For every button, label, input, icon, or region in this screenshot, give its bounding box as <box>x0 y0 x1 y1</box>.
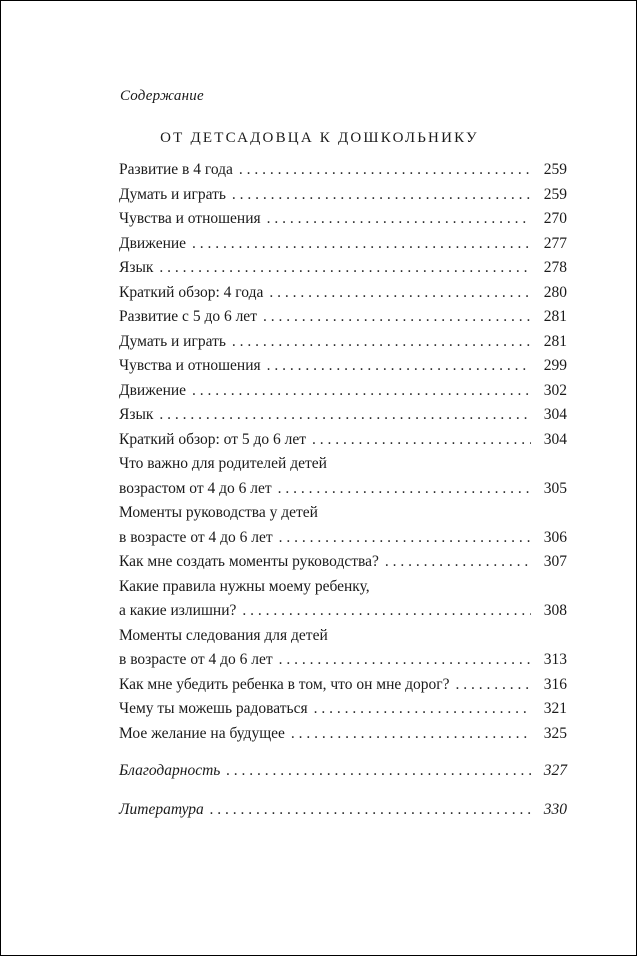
dot-leader <box>232 330 531 355</box>
toc-page-number: 302 <box>543 381 567 399</box>
toc-page-number: 305 <box>543 479 567 497</box>
dot-leader <box>239 158 531 183</box>
dot-leader <box>192 232 531 257</box>
dot-leader <box>159 256 531 281</box>
toc-entry-title-line: Моменты руководства у детей <box>119 504 318 521</box>
toc-entry[interactable] <box>119 158 567 183</box>
toc-entry-title: Чувства и отношения <box>119 210 261 227</box>
toc-entry-title: Язык <box>119 259 154 276</box>
toc-page-number: 281 <box>543 308 567 325</box>
toc-entry-title: Благодарность <box>119 762 221 779</box>
dot-leader <box>210 798 531 823</box>
toc-entry-title: Думать и играть <box>119 185 226 203</box>
toc-entry[interactable] <box>119 697 567 722</box>
toc-entry[interactable] <box>119 624 567 673</box>
running-head: Содержание <box>120 88 204 104</box>
toc-entry-title: Краткий обзор: 4 года <box>119 283 264 301</box>
toc-entry[interactable] <box>119 281 567 306</box>
toc-page-number: 308 <box>543 602 567 619</box>
toc-page-number: 307 <box>543 553 567 570</box>
toc-entry-title: возрастом от 4 до 6 лет <box>119 479 272 497</box>
dot-leader <box>267 207 531 232</box>
dot-leader <box>278 477 531 502</box>
dot-leader <box>267 354 531 379</box>
dot-leader <box>279 648 531 673</box>
toc-page-number: 281 <box>543 332 567 350</box>
toc-page-number: 306 <box>543 528 567 546</box>
toc-entry[interactable] <box>119 256 567 281</box>
toc-entry-title: Движение <box>119 234 187 252</box>
dot-leader <box>232 183 531 208</box>
toc-page-number: 270 <box>543 210 567 227</box>
toc-entry[interactable] <box>119 798 567 823</box>
toc-entry-title: в возрасте от 4 до 6 лет <box>119 651 273 668</box>
toc-entry-title-line: Какие правила нужны моему ребенку, <box>119 577 370 595</box>
toc-entry-title: Как мне создать моменты руководства? <box>119 553 379 570</box>
toc-entry-title: Краткий обзор: от 5 до 6 лет <box>119 430 307 448</box>
toc-page-number: 259 <box>543 161 567 178</box>
toc-page-number: 304 <box>543 430 567 448</box>
toc-entry-title: Литература <box>119 800 204 818</box>
dot-leader <box>192 379 531 404</box>
toc-entry-title: Развитие в 4 года <box>119 161 233 178</box>
dot-leader <box>269 281 531 306</box>
toc-entry[interactable] <box>119 183 567 208</box>
toc-entry[interactable] <box>119 575 567 624</box>
toc-entry-title: Чувства и отношения <box>119 357 261 374</box>
toc-page-number: 280 <box>543 283 567 301</box>
toc-page-number: 327 <box>543 762 567 779</box>
dot-leader <box>385 550 531 575</box>
dot-leader <box>226 759 531 784</box>
toc-entry-title: Чему ты можешь радоваться <box>119 700 308 717</box>
toc-page-number: 278 <box>543 259 567 276</box>
toc-page-number: 313 <box>543 651 567 668</box>
toc-page-number: 277 <box>543 234 567 252</box>
toc-entry[interactable] <box>119 722 567 747</box>
toc-entry[interactable] <box>119 354 567 379</box>
dot-leader <box>456 673 531 698</box>
table-of-contents <box>119 158 567 822</box>
toc-entry-title: в возрасте от 4 до 6 лет <box>119 528 273 546</box>
dot-leader <box>312 428 531 453</box>
toc-entry[interactable] <box>119 330 567 355</box>
toc-entry[interactable] <box>119 673 567 698</box>
toc-entry[interactable] <box>119 403 567 428</box>
toc-page-number: 304 <box>543 406 567 423</box>
toc-entry-title: Движение <box>119 381 187 399</box>
toc-entry-title-line: Что важно для родителей детей <box>119 455 327 472</box>
toc-entry[interactable] <box>119 232 567 257</box>
toc-entry[interactable] <box>119 550 567 575</box>
toc-entry[interactable] <box>119 207 567 232</box>
dot-leader <box>263 305 531 330</box>
dot-leader <box>279 526 531 551</box>
toc-entry[interactable] <box>119 501 567 550</box>
toc-page-number: 325 <box>543 724 567 742</box>
toc-entry-title: Мое желание на будущее <box>119 724 285 742</box>
toc-entry[interactable] <box>119 428 567 453</box>
dot-leader <box>291 722 531 747</box>
toc-entry-title: а какие излишни? <box>119 602 237 619</box>
toc-entry[interactable] <box>119 759 567 784</box>
section-title: ОТ ДЕТСАДОВЦА К ДОШКОЛЬНИКУ <box>160 130 479 146</box>
toc-entry[interactable] <box>119 379 567 404</box>
toc-page-number: 259 <box>543 185 567 203</box>
toc-entry-title-line: Моменты следования для детей <box>119 626 328 644</box>
toc-page-number: 330 <box>543 800 567 818</box>
dot-leader <box>242 599 531 624</box>
toc-page-number: 316 <box>543 675 567 693</box>
dot-leader <box>159 403 531 428</box>
toc-entry[interactable] <box>119 452 567 501</box>
toc-entry-title: Как мне убедить ребенка в том, что он мне дорог? <box>119 675 450 693</box>
dot-leader <box>314 697 531 722</box>
toc-page-number: 299 <box>543 357 567 374</box>
toc-entry-title: Думать и играть <box>119 332 226 350</box>
toc-entry[interactable] <box>119 305 567 330</box>
toc-entry-title: Развитие с 5 до 6 лет <box>119 308 257 325</box>
toc-entry-title: Язык <box>119 406 154 423</box>
toc-page-number: 321 <box>543 700 567 717</box>
